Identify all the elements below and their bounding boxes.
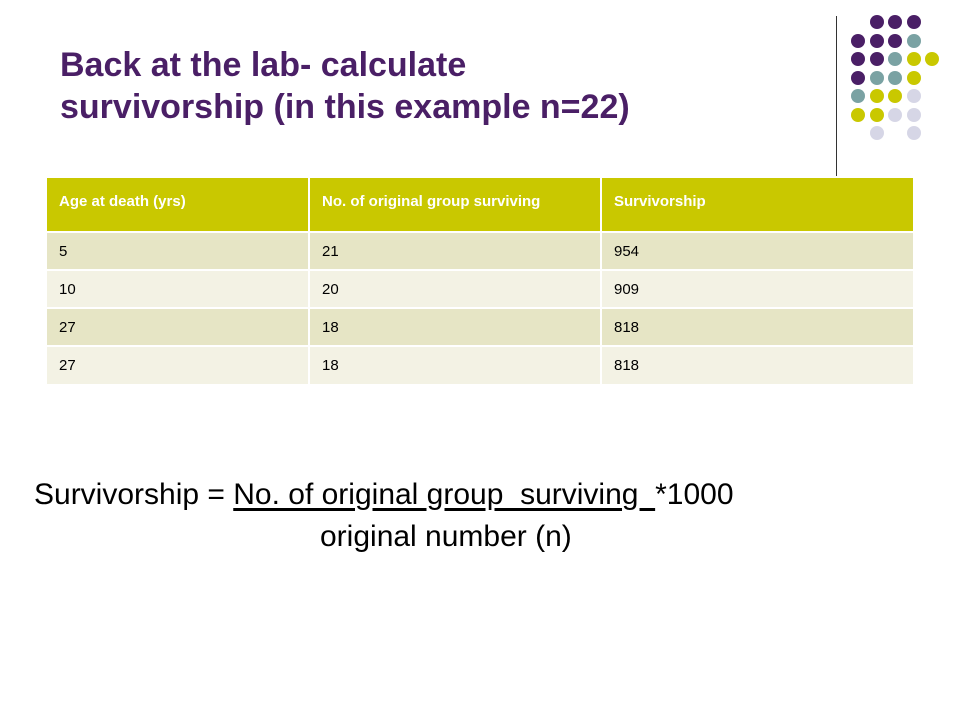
decorative-dot xyxy=(870,71,884,85)
cell-age: 27 xyxy=(47,346,309,384)
decorative-dot xyxy=(851,71,865,85)
decorative-divider xyxy=(836,16,837,176)
decorative-dot xyxy=(888,52,902,66)
cell-survivorship: 954 xyxy=(601,232,913,270)
cell-survivorship: 818 xyxy=(601,346,913,384)
decorative-dot xyxy=(888,71,902,85)
header-age: Age at death (yrs) xyxy=(47,178,309,232)
decorative-dot xyxy=(888,34,902,48)
header-survivorship: Survivorship xyxy=(601,178,913,232)
decorative-dot xyxy=(925,52,939,66)
decorative-dot xyxy=(851,52,865,66)
cell-surviving: 18 xyxy=(309,346,601,384)
decorative-dot-grid xyxy=(0,0,960,180)
decorative-dot xyxy=(870,52,884,66)
cell-age: 27 xyxy=(47,308,309,346)
title-line-1: Back at the lab- calculate xyxy=(60,46,467,84)
decorative-dot xyxy=(907,89,921,103)
decorative-dot xyxy=(870,108,884,122)
formula-numerator: No. of original group surviving xyxy=(233,478,656,511)
table-row xyxy=(47,232,913,270)
decorative-dot xyxy=(851,89,865,103)
cell-age: 10 xyxy=(47,270,309,308)
table-row xyxy=(47,346,913,384)
decorative-dot xyxy=(870,126,884,140)
formula-denominator: original number (n) xyxy=(320,520,572,553)
decorative-dot xyxy=(851,108,865,122)
cell-surviving: 18 xyxy=(309,308,601,346)
decorative-dot xyxy=(907,126,921,140)
decorative-dot xyxy=(888,15,902,29)
cell-survivorship: 909 xyxy=(601,270,913,308)
decorative-dot xyxy=(870,89,884,103)
decorative-dot xyxy=(888,108,902,122)
decorative-dot xyxy=(907,15,921,29)
cell-surviving: 21 xyxy=(309,232,601,270)
table-header-row xyxy=(47,178,913,232)
formula-lhs: Survivorship = xyxy=(34,478,234,511)
decorative-dot xyxy=(907,71,921,85)
decorative-dot xyxy=(907,108,921,122)
cell-surviving: 20 xyxy=(309,270,601,308)
cell-survivorship: 818 xyxy=(601,308,913,346)
header-surviving: No. of original group surviving xyxy=(309,178,601,232)
title-line-2: survivorship (in this example n=22) xyxy=(60,88,630,126)
decorative-dot xyxy=(907,52,921,66)
cell-age: 5 xyxy=(47,232,309,270)
table-row xyxy=(47,270,913,308)
survivorship-table xyxy=(47,178,913,384)
decorative-dot xyxy=(870,15,884,29)
decorative-dot xyxy=(888,89,902,103)
decorative-dot xyxy=(870,34,884,48)
formula-line-1 xyxy=(34,476,734,514)
formula-multiplier: *1000 xyxy=(655,478,734,511)
decorative-dot xyxy=(851,34,865,48)
table-row xyxy=(47,308,913,346)
decorative-dot xyxy=(907,34,921,48)
